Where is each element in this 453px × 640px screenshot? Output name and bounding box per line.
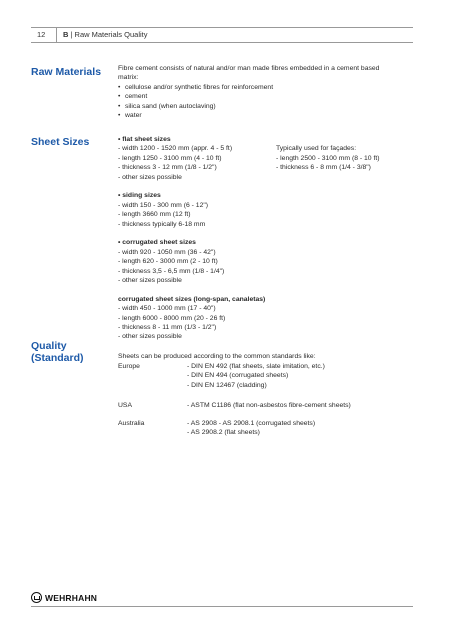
raw-materials-item: • water	[118, 111, 379, 120]
logo-text: WEHRHAHN	[45, 592, 98, 603]
australia-standards	[187, 419, 315, 438]
standard-line: - AS 2908.2 (flat sheets)	[187, 429, 260, 437]
quality-heading-line-1: Quality	[31, 340, 67, 352]
sheet-sizes-heading: Sheet Sizes	[31, 136, 90, 148]
standard-line: - AS 2908 - AS 2908.1 (corrugated sheets)	[187, 420, 316, 427]
quality-heading-line-2: (Standard)	[31, 352, 84, 364]
page-header	[31, 27, 413, 43]
standard-line: - ASTM C1186 (flat non-asbestos fibre-cement sheets)	[187, 402, 351, 409]
raw-materials-item: • silica sand (when autoclaving)	[118, 102, 379, 111]
raw-materials-item: • cellulose and/or synthetic fibres for reinforcement	[118, 83, 379, 92]
corrugated-line: - width 920 - 1050 mm (36 - 42")	[118, 248, 216, 256]
facade-line: - thickness 6 - 8 mm (1/4 - 3/8")	[276, 164, 371, 172]
raw-materials-intro-line-2: matrix:	[118, 74, 139, 82]
footer-rule	[31, 606, 413, 607]
wehrhahn-logo	[31, 591, 97, 604]
siding-sizes-title: • siding sizes	[118, 192, 161, 200]
header-divider	[56, 28, 57, 42]
raw-materials-heading: Raw Materials	[31, 66, 102, 78]
long-span-line: - thickness 8 - 11 mm (1/3 - 1/2")	[118, 324, 217, 332]
header-title	[63, 28, 148, 42]
raw-materials-text	[118, 64, 379, 120]
standard-line: - DIN EN 492 (flat sheets, slate imitation, etc.)	[187, 363, 325, 370]
facade-line: Typically used for façades:	[276, 145, 357, 153]
flat-sheet-line: - width 1200 - 1520 mm (appr. 4 - 5 ft)	[118, 145, 233, 153]
long-span-line: - width 450 - 1000 mm (17 - 40")	[118, 305, 216, 313]
flat-sheet-sizes-title: • flat sheet sizes	[118, 136, 171, 143]
flat-sheet-line: - length 1250 - 3100 mm (4 - 10 ft)	[118, 154, 222, 162]
header-title-text: Raw Materials Quality	[74, 30, 148, 39]
header-separator: |	[68, 30, 75, 39]
header-section-letter: B	[63, 30, 69, 39]
corrugated-line: - thickness 3,5 - 6,5 mm (1/8 - 1/4")	[118, 267, 225, 275]
raw-materials-item: • cement	[118, 92, 379, 101]
corrugated-line: - other sizes possible	[118, 277, 182, 285]
long-span-line: - other sizes possible	[118, 333, 182, 341]
siding-line: - width 150 - 300 mm (6 - 12")	[118, 201, 209, 209]
region-usa: USA	[118, 402, 132, 409]
corrugated-sizes-title: • corrugated sheet sizes	[118, 239, 196, 247]
page-number: 12	[37, 30, 46, 39]
wehrhahn-logo-icon	[31, 592, 42, 603]
corrugated-line: - length 620 - 3000 mm (2 - 10 ft)	[118, 258, 218, 266]
siding-line: - length 3660 mm (12 ft)	[118, 211, 191, 219]
siding-line: - thickness typically 6-18 mm	[118, 220, 206, 228]
quality-heading	[31, 340, 84, 364]
facade-column	[276, 144, 380, 172]
region-europe: Europe	[118, 363, 140, 370]
usa-standards	[187, 401, 351, 410]
long-span-sizes-title: corrugated sheet sizes (long-span, canaletas)	[118, 295, 266, 303]
long-span-line: - length 6000 - 8000 mm (20 - 26 ft)	[118, 314, 226, 322]
sheet-sizes-left-column	[118, 135, 265, 342]
raw-materials-intro-line-1: Fibre cement consists of natural and/or man made fibres embedded in a cement based	[118, 65, 380, 72]
region-australia: Australia	[118, 420, 145, 427]
standard-line: - DIN EN 494 (corrugated sheets)	[187, 372, 289, 380]
quality-intro: Sheets can be produced according to the common standards like:	[118, 353, 316, 360]
facade-line: - length 2500 - 3100 mm (8 - 10 ft)	[276, 154, 380, 162]
standard-line: - DIN EN 12467 (cladding)	[187, 381, 267, 389]
europe-standards	[187, 362, 325, 390]
flat-sheet-line: - other sizes possible	[118, 173, 182, 181]
flat-sheet-line: - thickness 3 - 12 mm (1/8 - 1/2")	[118, 164, 217, 172]
